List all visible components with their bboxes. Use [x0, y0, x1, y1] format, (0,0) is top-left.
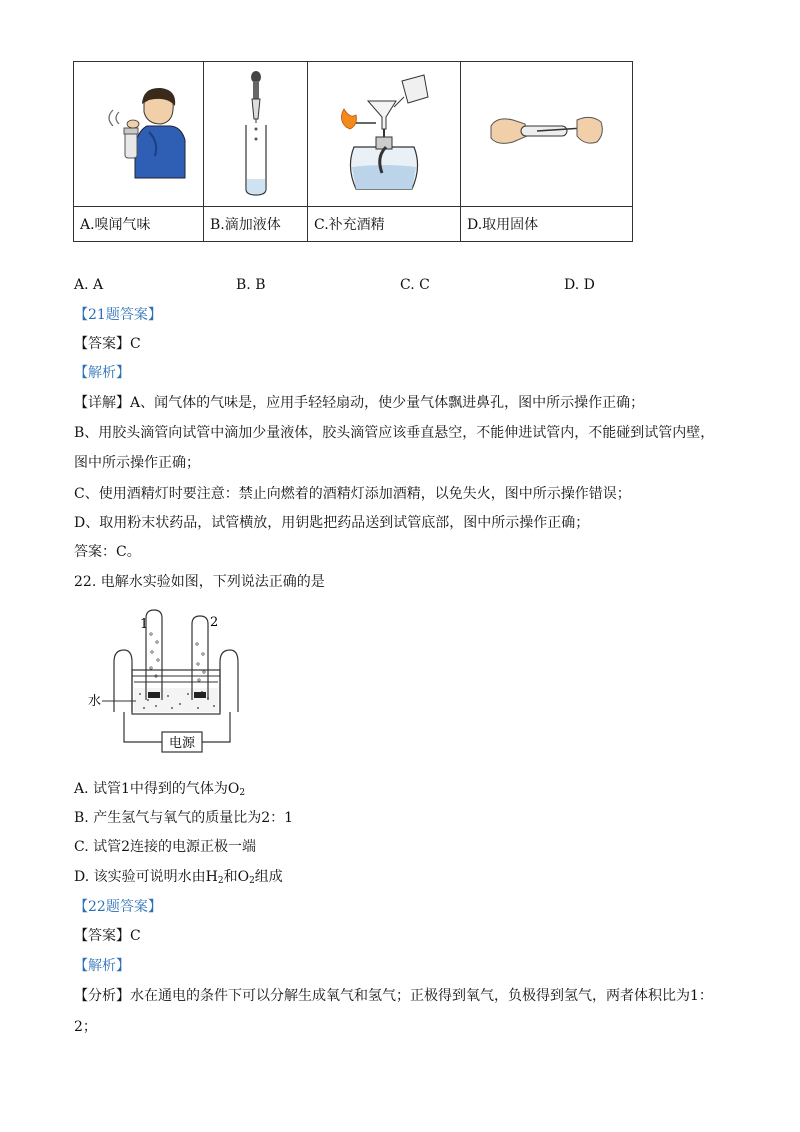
q22-question: 22. 电解水实验如图，下列说法正确的是 [74, 574, 325, 590]
tube-2-label: 2 [210, 615, 219, 630]
caption-d: D.取用固体 [461, 207, 633, 242]
q22-option-d: D. 该实验可说明水由$H_2$和$O_2$组成 [74, 869, 283, 886]
q21-analysis-label: 【解析】 [74, 365, 130, 381]
q22-analysis-line: 【分析】水在通电的条件下可以分解生成氧气和氢气；正极得到氧气，负极得到氢气，两者体积比为1： [74, 988, 713, 1004]
q21-detail-line: B、用胶头滴管向试管中滴加少量液体，胶头滴管应该垂直悬空，不能伸进试管内，不能碰到试管内壁， [74, 425, 715, 441]
operations-table [73, 61, 633, 242]
electrolysis-diagram [84, 604, 254, 754]
q21-answer: 【答案】C [74, 336, 141, 352]
caption-b: B.滴加液体 [204, 207, 308, 242]
q21-option-d: D. D [564, 277, 595, 293]
q22-option-b: B. 产生氢气与氧气的质量比为2：1 [74, 810, 294, 826]
caption-a: A.嗅闻气味 [74, 207, 204, 242]
q21-detail-line: 图中所示操作正确； [74, 455, 200, 471]
q21-detail-line: C、使用酒精灯时要注意：禁止向燃着的酒精灯添加酒精，以免失火，图中所示操作错误； [74, 486, 631, 502]
q21-answer-header: 【21题答案】 [74, 307, 162, 323]
q22-answer-header: 【22题答案】 [74, 899, 162, 915]
q21-option-a: A. A [74, 277, 104, 293]
image-cell-b [204, 62, 308, 207]
q21-option-b: B. B [236, 277, 266, 293]
q21-detail-line: 答案：C。 [74, 544, 141, 560]
image-cell-d [461, 62, 633, 207]
image-cell-c [308, 62, 461, 207]
tube-1-label: 1 [140, 617, 149, 632]
image-cell-a [74, 62, 204, 207]
taking-solid-figure [487, 102, 607, 162]
q22-answer: 【答案】C [74, 928, 141, 944]
q21-detail-line: D、取用粉末状药品，试管横放，用钥匙把药品送到试管底部，图中所示操作正确； [74, 515, 590, 531]
smelling-gas-figure [89, 82, 189, 182]
q22-option-c: C. 试管2连接的电源正极一端 [74, 839, 257, 855]
dropper-figure [231, 67, 281, 197]
power-source-label: 电源 [168, 736, 196, 751]
q21-detail-line: 【详解】A、闻气体的气味是，应用手轻轻扇动，使少量气体飘进鼻孔，图中所示操作正确； [74, 395, 645, 411]
water-label: 水 [88, 694, 102, 709]
q21-option-c: C. C [400, 277, 430, 293]
q22-option-a: A. 试管1中得到的气体为$O_2$ [74, 781, 246, 798]
adding-alcohol-figure [324, 67, 444, 197]
q22-analysis-line: 2； [74, 1019, 97, 1035]
q22-analysis-label: 【解析】 [74, 958, 130, 974]
caption-c: C.补充酒精 [308, 207, 461, 242]
